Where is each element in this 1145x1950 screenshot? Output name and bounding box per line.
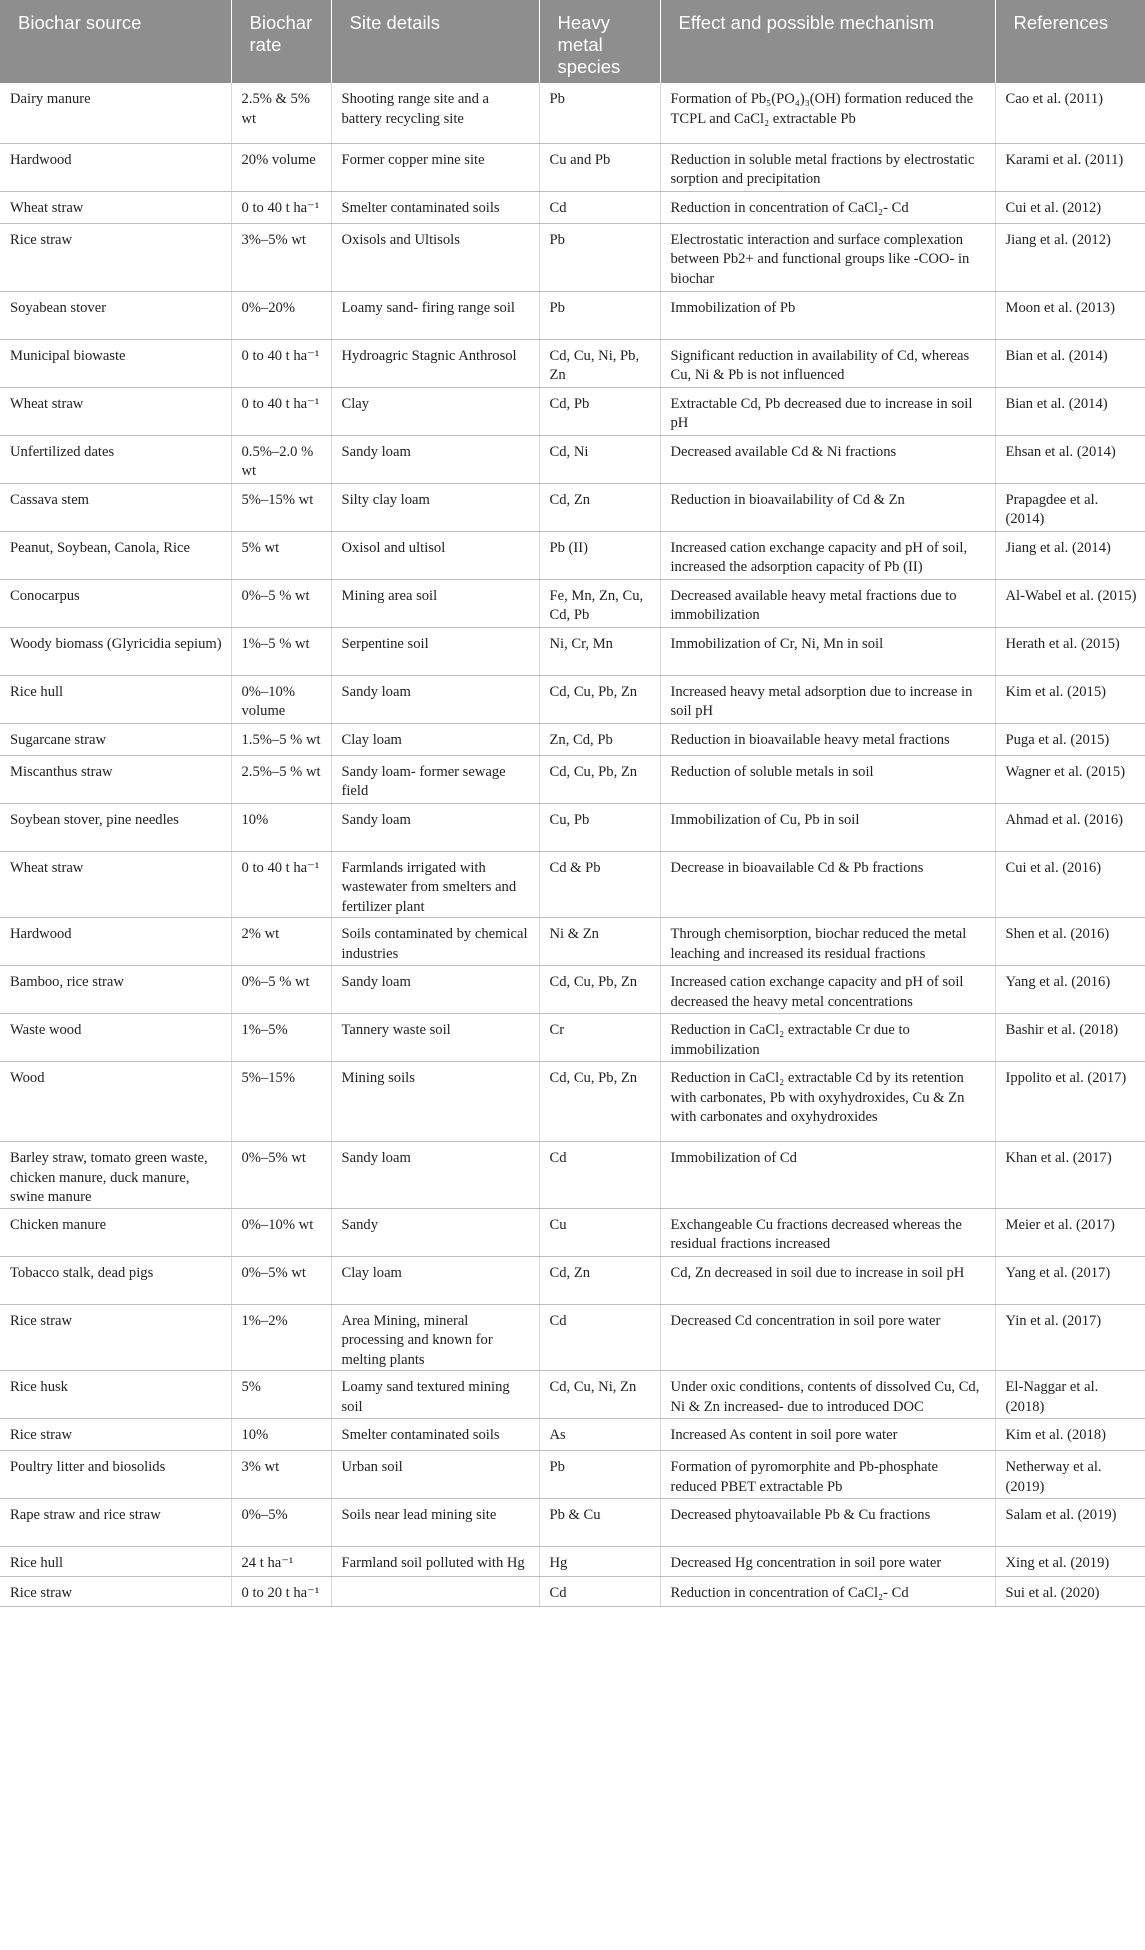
table-row bbox=[0, 918, 1145, 966]
cell-biochar-rate: 0 to 40 t ha⁻¹ bbox=[231, 851, 331, 918]
cell-biochar-rate: 10% bbox=[231, 803, 331, 851]
cell-biochar-rate: 1%–5% bbox=[231, 1014, 331, 1062]
cell-reference: Shen et al. (2016) bbox=[995, 918, 1145, 966]
table-row bbox=[0, 803, 1145, 851]
cell-biochar-source: Wheat straw bbox=[0, 387, 231, 435]
cell-reference: Karami et al. (2011) bbox=[995, 143, 1145, 191]
table-row bbox=[0, 675, 1145, 723]
cell-site-details: Sandy loam bbox=[331, 966, 539, 1014]
cell-biochar-source: Cassava stem bbox=[0, 483, 231, 531]
table-row bbox=[0, 83, 1145, 143]
cell-reference: Prapagdee et al. (2014) bbox=[995, 483, 1145, 531]
cell-reference: Yang et al. (2016) bbox=[995, 966, 1145, 1014]
cell-site-details: Clay bbox=[331, 387, 539, 435]
cell-effect-mechanism: Decreased phytoavailable Pb & Cu fractions bbox=[660, 1499, 995, 1547]
cell-biochar-source: Rice hull bbox=[0, 675, 231, 723]
cell-heavy-metal-species: Cd bbox=[539, 1577, 660, 1607]
cell-biochar-source: Rape straw and rice straw bbox=[0, 1499, 231, 1547]
cell-biochar-rate: 0%–5% wt bbox=[231, 1142, 331, 1209]
cell-biochar-rate: 10% bbox=[231, 1419, 331, 1451]
cell-biochar-rate: 5% bbox=[231, 1371, 331, 1419]
table-row bbox=[0, 851, 1145, 918]
cell-site-details: Hydroagric Stagnic Anthrosol bbox=[331, 339, 539, 387]
header-effect-mechanism: Effect and possible mechanism bbox=[660, 0, 995, 83]
header-biochar-rate: Biochar rate bbox=[231, 0, 331, 83]
cell-biochar-rate: 0%–5 % wt bbox=[231, 966, 331, 1014]
cell-heavy-metal-species: As bbox=[539, 1419, 660, 1451]
cell-reference: Puga et al. (2015) bbox=[995, 723, 1145, 755]
cell-site-details: Former copper mine site bbox=[331, 143, 539, 191]
cell-biochar-source: Soybean stover, pine needles bbox=[0, 803, 231, 851]
cell-heavy-metal-species: Cd, Zn bbox=[539, 483, 660, 531]
cell-effect-mechanism: Increased cation exchange capacity and pH of soil, increased the adsorption capacity of Pb (II) bbox=[660, 531, 995, 579]
header-references: References bbox=[995, 0, 1145, 83]
cell-biochar-source: Rice straw bbox=[0, 1577, 231, 1607]
cell-biochar-source: Peanut, Soybean, Canola, Rice bbox=[0, 531, 231, 579]
cell-effect-mechanism: Decreased available heavy metal fractions due to immobilization bbox=[660, 579, 995, 627]
cell-site-details: Soils contaminated by chemical industries bbox=[331, 918, 539, 966]
cell-site-details: Sandy bbox=[331, 1208, 539, 1256]
cell-biochar-rate: 0%–20% bbox=[231, 291, 331, 339]
cell-effect-mechanism: Increased cation exchange capacity and pH of soil decreased the heavy metal concentrations bbox=[660, 966, 995, 1014]
cell-site-details: Loamy sand textured mining soil bbox=[331, 1371, 539, 1419]
cell-heavy-metal-species: Ni & Zn bbox=[539, 918, 660, 966]
cell-biochar-rate: 0%–5 % wt bbox=[231, 579, 331, 627]
cell-heavy-metal-species: Hg bbox=[539, 1547, 660, 1577]
cell-effect-mechanism: Reduction in CaCl₂ extractable Cd by its retention with carbonates, Pb with oxyhydroxides, Cu & Zn with carbonates and oxyhydroxides bbox=[660, 1062, 995, 1142]
cell-reference: Ehsan et al. (2014) bbox=[995, 435, 1145, 483]
cell-biochar-rate: 24 t ha⁻¹ bbox=[231, 1547, 331, 1577]
cell-biochar-rate: 3%–5% wt bbox=[231, 223, 331, 291]
cell-biochar-source: Municipal biowaste bbox=[0, 339, 231, 387]
cell-effect-mechanism: Electrostatic interaction and surface complexation between Pb2+ and functional groups like -COO- in biochar bbox=[660, 223, 995, 291]
cell-effect-mechanism: Immobilization of Cu, Pb in soil bbox=[660, 803, 995, 851]
cell-reference: Cui et al. (2012) bbox=[995, 191, 1145, 223]
table-row bbox=[0, 1499, 1145, 1547]
cell-biochar-source: Conocarpus bbox=[0, 579, 231, 627]
cell-heavy-metal-species: Cd, Pb bbox=[539, 387, 660, 435]
table-row bbox=[0, 291, 1145, 339]
cell-site-details: Urban soil bbox=[331, 1451, 539, 1499]
cell-site-details: Sandy loam bbox=[331, 803, 539, 851]
cell-biochar-rate: 0 to 40 t ha⁻¹ bbox=[231, 339, 331, 387]
cell-heavy-metal-species: Cd, Cu, Pb, Zn bbox=[539, 755, 660, 803]
cell-reference: Al-Wabel et al. (2015) bbox=[995, 579, 1145, 627]
table-header bbox=[0, 0, 1145, 83]
table-row bbox=[0, 1062, 1145, 1142]
cell-effect-mechanism: Extractable Cd, Pb decreased due to increase in soil pH bbox=[660, 387, 995, 435]
cell-reference: Khan et al. (2017) bbox=[995, 1142, 1145, 1209]
cell-site-details bbox=[331, 1577, 539, 1607]
table-row bbox=[0, 1014, 1145, 1062]
cell-site-details: Smelter contaminated soils bbox=[331, 191, 539, 223]
table-row bbox=[0, 579, 1145, 627]
cell-biochar-source: Sugarcane straw bbox=[0, 723, 231, 755]
cell-reference: Kim et al. (2015) bbox=[995, 675, 1145, 723]
cell-site-details: Oxisols and Ultisols bbox=[331, 223, 539, 291]
cell-heavy-metal-species: Pb & Cu bbox=[539, 1499, 660, 1547]
cell-biochar-source: Hardwood bbox=[0, 918, 231, 966]
cell-reference: Jiang et al. (2012) bbox=[995, 223, 1145, 291]
cell-effect-mechanism: Cd, Zn decreased in soil due to increase in soil pH bbox=[660, 1256, 995, 1304]
table-row bbox=[0, 755, 1145, 803]
cell-biochar-source: Dairy manure bbox=[0, 83, 231, 143]
cell-site-details: Clay loam bbox=[331, 1256, 539, 1304]
cell-biochar-source: Wheat straw bbox=[0, 191, 231, 223]
cell-biochar-rate: 1%–5 % wt bbox=[231, 627, 331, 675]
cell-reference: Bian et al. (2014) bbox=[995, 387, 1145, 435]
table-row bbox=[0, 143, 1145, 191]
cell-heavy-metal-species: Pb bbox=[539, 291, 660, 339]
cell-heavy-metal-species: Pb bbox=[539, 1451, 660, 1499]
table-row bbox=[0, 1419, 1145, 1451]
cell-site-details: Farmlands irrigated with wastewater from smelters and fertilizer plant bbox=[331, 851, 539, 918]
cell-effect-mechanism: Increased As content in soil pore water bbox=[660, 1419, 995, 1451]
cell-heavy-metal-species: Pb bbox=[539, 223, 660, 291]
cell-effect-mechanism: Reduction in CaCl₂ extractable Cr due to immobilization bbox=[660, 1014, 995, 1062]
cell-reference: Ippolito et al. (2017) bbox=[995, 1062, 1145, 1142]
table-row bbox=[0, 1451, 1145, 1499]
cell-reference: Kim et al. (2018) bbox=[995, 1419, 1145, 1451]
cell-site-details: Silty clay loam bbox=[331, 483, 539, 531]
cell-biochar-rate: 0%–10% volume bbox=[231, 675, 331, 723]
cell-reference: Wagner et al. (2015) bbox=[995, 755, 1145, 803]
cell-biochar-source: Waste wood bbox=[0, 1014, 231, 1062]
table-row bbox=[0, 627, 1145, 675]
table-row bbox=[0, 435, 1145, 483]
cell-reference: Yang et al. (2017) bbox=[995, 1256, 1145, 1304]
table-row bbox=[0, 966, 1145, 1014]
cell-biochar-source: Tobacco stalk, dead pigs bbox=[0, 1256, 231, 1304]
cell-effect-mechanism: Reduction of soluble metals in soil bbox=[660, 755, 995, 803]
cell-heavy-metal-species: Cd bbox=[539, 1304, 660, 1371]
table-row bbox=[0, 339, 1145, 387]
cell-heavy-metal-species: Cu and Pb bbox=[539, 143, 660, 191]
cell-biochar-rate: 5%–15% bbox=[231, 1062, 331, 1142]
cell-biochar-source: Rice straw bbox=[0, 223, 231, 291]
cell-biochar-source: Chicken manure bbox=[0, 1208, 231, 1256]
cell-effect-mechanism: Under oxic conditions, contents of dissolved Cu, Cd, Ni & Zn increased- due to introduced DOC bbox=[660, 1371, 995, 1419]
cell-effect-mechanism: Reduction in bioavailability of Cd & Zn bbox=[660, 483, 995, 531]
cell-site-details: Clay loam bbox=[331, 723, 539, 755]
cell-site-details: Sandy loam bbox=[331, 675, 539, 723]
cell-reference: Bian et al. (2014) bbox=[995, 339, 1145, 387]
cell-biochar-rate: 2.5% & 5% wt bbox=[231, 83, 331, 143]
cell-biochar-source: Unfertilized dates bbox=[0, 435, 231, 483]
cell-heavy-metal-species: Fe, Mn, Zn, Cu, Cd, Pb bbox=[539, 579, 660, 627]
table-row bbox=[0, 1371, 1145, 1419]
header-biochar-source: Biochar source bbox=[0, 0, 231, 83]
table-row bbox=[0, 1142, 1145, 1209]
cell-reference: Salam et al. (2019) bbox=[995, 1499, 1145, 1547]
cell-heavy-metal-species: Pb bbox=[539, 83, 660, 143]
cell-biochar-source: Rice straw bbox=[0, 1419, 231, 1451]
cell-biochar-source: Miscanthus straw bbox=[0, 755, 231, 803]
cell-effect-mechanism: Decreased available Cd & Ni fractions bbox=[660, 435, 995, 483]
cell-biochar-rate: 20% volume bbox=[231, 143, 331, 191]
cell-effect-mechanism: Decreased Cd concentration in soil pore water bbox=[660, 1304, 995, 1371]
cell-biochar-rate: 1%–2% bbox=[231, 1304, 331, 1371]
cell-biochar-source: Bamboo, rice straw bbox=[0, 966, 231, 1014]
cell-reference: Netherway et al. (2019) bbox=[995, 1451, 1145, 1499]
cell-site-details: Sandy loam bbox=[331, 1142, 539, 1209]
cell-heavy-metal-species: Cd, Cu, Ni, Zn bbox=[539, 1371, 660, 1419]
cell-site-details: Serpentine soil bbox=[331, 627, 539, 675]
cell-effect-mechanism: Significant reduction in availability of Cd, whereas Cu, Ni & Pb is not influenced bbox=[660, 339, 995, 387]
cell-biochar-rate: 3% wt bbox=[231, 1451, 331, 1499]
cell-reference: Cui et al. (2016) bbox=[995, 851, 1145, 918]
table-row bbox=[0, 1577, 1145, 1607]
cell-effect-mechanism: Exchangeable Cu fractions decreased whereas the residual fractions increased bbox=[660, 1208, 995, 1256]
cell-biochar-rate: 2% wt bbox=[231, 918, 331, 966]
cell-biochar-rate: 0%–5% wt bbox=[231, 1256, 331, 1304]
cell-biochar-rate: 2.5%–5 % wt bbox=[231, 755, 331, 803]
cell-site-details: Smelter contaminated soils bbox=[331, 1419, 539, 1451]
cell-biochar-source: Rice straw bbox=[0, 1304, 231, 1371]
cell-heavy-metal-species: Cd & Pb bbox=[539, 851, 660, 918]
cell-biochar-rate: 0%–5% bbox=[231, 1499, 331, 1547]
cell-site-details: Loamy sand- firing range soil bbox=[331, 291, 539, 339]
cell-heavy-metal-species: Cd, Cu, Pb, Zn bbox=[539, 966, 660, 1014]
cell-effect-mechanism: Reduction in concentration of CaCl₂- Cd bbox=[660, 1577, 995, 1607]
table-row bbox=[0, 387, 1145, 435]
cell-effect-mechanism: Immobilization of Pb bbox=[660, 291, 995, 339]
cell-heavy-metal-species: Ni, Cr, Mn bbox=[539, 627, 660, 675]
cell-biochar-source: Poultry litter and biosolids bbox=[0, 1451, 231, 1499]
cell-site-details: Soils near lead mining site bbox=[331, 1499, 539, 1547]
cell-site-details: Sandy loam bbox=[331, 435, 539, 483]
cell-effect-mechanism: Increased heavy metal adsorption due to increase in soil pH bbox=[660, 675, 995, 723]
header-heavy-metal-species: Heavy metal species bbox=[539, 0, 660, 83]
cell-heavy-metal-species: Cd, Cu, Pb, Zn bbox=[539, 675, 660, 723]
cell-site-details: Farmland soil polluted with Hg bbox=[331, 1547, 539, 1577]
cell-heavy-metal-species: Cd, Zn bbox=[539, 1256, 660, 1304]
cell-effect-mechanism: Reduction in soluble metal fractions by electrostatic sorption and precipitation bbox=[660, 143, 995, 191]
cell-biochar-rate: 0 to 20 t ha⁻¹ bbox=[231, 1577, 331, 1607]
cell-reference: Cao et al. (2011) bbox=[995, 83, 1145, 143]
cell-biochar-source: Wood bbox=[0, 1062, 231, 1142]
cell-biochar-source: Soyabean stover bbox=[0, 291, 231, 339]
cell-heavy-metal-species: Cu, Pb bbox=[539, 803, 660, 851]
table-row bbox=[0, 531, 1145, 579]
cell-heavy-metal-species: Pb (II) bbox=[539, 531, 660, 579]
header-row bbox=[0, 0, 1145, 83]
cell-biochar-source: Rice hull bbox=[0, 1547, 231, 1577]
cell-site-details: Area Mining, mineral processing and known for melting plants bbox=[331, 1304, 539, 1371]
cell-biochar-rate: 5%–15% wt bbox=[231, 483, 331, 531]
cell-reference: Xing et al. (2019) bbox=[995, 1547, 1145, 1577]
cell-site-details: Oxisol and ultisol bbox=[331, 531, 539, 579]
cell-effect-mechanism: Immobilization of Cd bbox=[660, 1142, 995, 1209]
cell-biochar-rate: 0%–10% wt bbox=[231, 1208, 331, 1256]
cell-effect-mechanism: Reduction in concentration of CaCl₂- Cd bbox=[660, 191, 995, 223]
cell-biochar-source: Hardwood bbox=[0, 143, 231, 191]
table-row bbox=[0, 1208, 1145, 1256]
cell-biochar-source: Barley straw, tomato green waste, chicken manure, duck manure, swine manure bbox=[0, 1142, 231, 1209]
cell-heavy-metal-species: Cd bbox=[539, 191, 660, 223]
cell-effect-mechanism: Formation of Pb₅(PO₄)₃(OH) formation reduced the TCPL and CaCl₂ extractable Pb bbox=[660, 83, 995, 143]
cell-effect-mechanism: Immobilization of Cr, Ni, Mn in soil bbox=[660, 627, 995, 675]
table-row bbox=[0, 1547, 1145, 1577]
cell-biochar-source: Wheat straw bbox=[0, 851, 231, 918]
cell-site-details: Sandy loam- former sewage field bbox=[331, 755, 539, 803]
cell-heavy-metal-species: Cd bbox=[539, 1142, 660, 1209]
table-row bbox=[0, 483, 1145, 531]
cell-biochar-rate: 0 to 40 t ha⁻¹ bbox=[231, 387, 331, 435]
cell-biochar-rate: 1.5%–5 % wt bbox=[231, 723, 331, 755]
table-body bbox=[0, 83, 1145, 1607]
cell-heavy-metal-species: Cd, Cu, Pb, Zn bbox=[539, 1062, 660, 1142]
header-site-details: Site details bbox=[331, 0, 539, 83]
cell-biochar-rate: 5% wt bbox=[231, 531, 331, 579]
cell-effect-mechanism: Reduction in bioavailable heavy metal fractions bbox=[660, 723, 995, 755]
table-row bbox=[0, 723, 1145, 755]
table-row bbox=[0, 191, 1145, 223]
cell-biochar-source: Woody biomass (Glyricidia sepium) bbox=[0, 627, 231, 675]
cell-reference: Jiang et al. (2014) bbox=[995, 531, 1145, 579]
cell-reference: Yin et al. (2017) bbox=[995, 1304, 1145, 1371]
cell-reference: Bashir et al. (2018) bbox=[995, 1014, 1145, 1062]
cell-reference: Ahmad et al. (2016) bbox=[995, 803, 1145, 851]
cell-reference: El-Naggar et al. (2018) bbox=[995, 1371, 1145, 1419]
table-row bbox=[0, 223, 1145, 291]
cell-reference: Moon et al. (2013) bbox=[995, 291, 1145, 339]
cell-effect-mechanism: Decrease in bioavailable Cd & Pb fractions bbox=[660, 851, 995, 918]
cell-biochar-source: Rice husk bbox=[0, 1371, 231, 1419]
cell-reference: Sui et al. (2020) bbox=[995, 1577, 1145, 1607]
cell-reference: Herath et al. (2015) bbox=[995, 627, 1145, 675]
cell-effect-mechanism: Decreased Hg concentration in soil pore water bbox=[660, 1547, 995, 1577]
cell-reference: Meier et al. (2017) bbox=[995, 1208, 1145, 1256]
cell-heavy-metal-species: Zn, Cd, Pb bbox=[539, 723, 660, 755]
cell-heavy-metal-species: Cd, Ni bbox=[539, 435, 660, 483]
cell-heavy-metal-species: Cr bbox=[539, 1014, 660, 1062]
cell-site-details: Shooting range site and a battery recycling site bbox=[331, 83, 539, 143]
table-row bbox=[0, 1256, 1145, 1304]
cell-site-details: Mining area soil bbox=[331, 579, 539, 627]
cell-biochar-rate: 0.5%–2.0 % wt bbox=[231, 435, 331, 483]
cell-heavy-metal-species: Cd, Cu, Ni, Pb, Zn bbox=[539, 339, 660, 387]
table-row bbox=[0, 1304, 1145, 1371]
cell-biochar-rate: 0 to 40 t ha⁻¹ bbox=[231, 191, 331, 223]
cell-site-details: Mining soils bbox=[331, 1062, 539, 1142]
cell-site-details: Tannery waste soil bbox=[331, 1014, 539, 1062]
cell-effect-mechanism: Through chemisorption, biochar reduced the metal leaching and increased its residual fractions bbox=[660, 918, 995, 966]
cell-heavy-metal-species: Cu bbox=[539, 1208, 660, 1256]
cell-effect-mechanism: Formation of pyromorphite and Pb-phosphate reduced PBET extractable Pb bbox=[660, 1451, 995, 1499]
